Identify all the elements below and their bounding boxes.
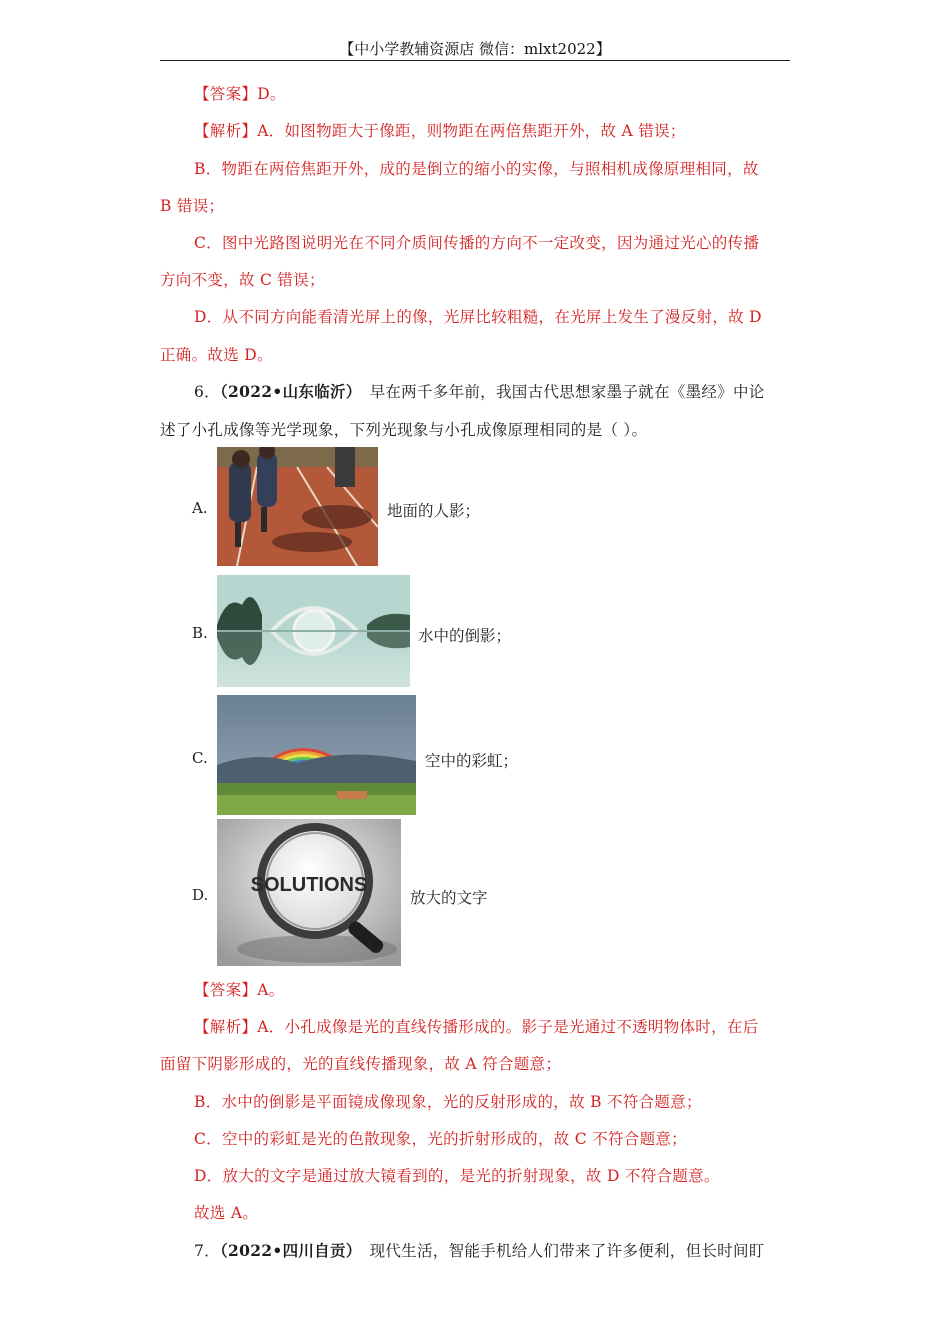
option-b-text: 水中的倒影； [418, 627, 512, 645]
header-divider [160, 60, 790, 61]
answer-tag: 【答案】 [194, 85, 258, 103]
magnifier-photo [217, 819, 401, 966]
page-header: 【中小学教辅资源店 微信：mlxt2022】 [339, 40, 611, 58]
q6-analysis-line4: C．空中的彩虹是光的色散现象，光的折射形成的，故 C 不符合题意； [194, 1130, 687, 1148]
option-a-label: A. [192, 499, 208, 517]
question-source: （2022•四川自贡） [219, 1241, 362, 1260]
analysis-text: A．如图物距大于像距，则物距在两倍焦距开外，故 A 错误； [257, 122, 686, 140]
q5-analysis-line7: 正确。故选 D。 [160, 346, 273, 364]
rainbow-photo [217, 695, 416, 815]
option-a-text: 地面的人影； [387, 502, 481, 520]
option-d-label: D. [192, 886, 209, 904]
q6-analysis-line1 [194, 1015, 759, 1037]
q6-answer [194, 978, 285, 1000]
answer-tag: 【答案】 [194, 981, 258, 999]
option-c-text: 空中的彩虹； [425, 752, 519, 770]
question-number: 7． [194, 1242, 220, 1260]
bridge-reflection-svg [217, 575, 410, 687]
answer-text: A。 [257, 981, 285, 999]
q7-stem-line1 [194, 1239, 765, 1261]
q6-analysis-line5: D．放大的文字是通过放大镜看到的，是光的折射现象，故 D 不符合题意。 [194, 1167, 720, 1185]
bridge-reflection-photo [217, 575, 410, 687]
q6-analysis-line6: 故选 A。 [194, 1204, 259, 1222]
analysis-text: A．小孔成像是光的直线传播形成的。影子是光通过不透明物体时，在后 [257, 1018, 759, 1036]
answer-text: D。 [257, 85, 286, 103]
analysis-tag: 【解析】 [194, 122, 258, 140]
q5-analysis-line4: C．图中光路图说明光在不同介质间传播的方向不一定改变，因为通过光心的传播 [194, 234, 760, 252]
shadow-photo [217, 447, 378, 566]
q6-analysis-line2: 面留下阴影形成的，光的直线传播现象，故 A 符合题意； [160, 1055, 562, 1073]
magnifier-image-text: SOLUTIONS [250, 874, 368, 896]
q5-analysis-line2: B．物距在两倍焦距开外，成的是倒立的缩小的实像，与照相机成像原理相同，故 [194, 160, 759, 178]
q6-stem-line1 [194, 380, 765, 402]
option-c-label: C. [192, 749, 208, 767]
option-d-text: 放大的文字 [410, 889, 488, 907]
analysis-tag: 【解析】 [194, 1018, 258, 1036]
shadow-photo-svg [217, 447, 378, 566]
q6-analysis-line3: B．水中的倒影是平面镜成像现象，光的反射形成的，故 B 不符合题意； [194, 1093, 702, 1111]
question-text: 现代生活，智能手机给人们带来了许多便利，但长时间盯 [369, 1242, 765, 1260]
q5-answer [194, 82, 286, 104]
question-number: 6． [194, 383, 220, 401]
q6-stem-line2: 述了小孔成像等光学现象，下列光现象与小孔成像原理相同的是（ ）。 [160, 421, 648, 439]
q5-analysis-line3: B 错误； [160, 197, 225, 215]
rainbow-svg [217, 695, 416, 815]
magnifier-svg [217, 819, 401, 966]
q5-analysis-line6: D．从不同方向能看清光屏上的像，光屏比较粗糙，在光屏上发生了漫反射，故 D [194, 308, 762, 326]
q5-analysis-line5: 方向不变，故 C 错误； [160, 271, 325, 289]
question-text: 早在两千多年前，我国古代思想家墨子就在《墨经》中论 [369, 383, 765, 401]
q5-analysis-line1 [194, 119, 686, 141]
question-source: （2022•山东临沂） [219, 382, 362, 401]
option-b-label: B. [192, 624, 208, 642]
